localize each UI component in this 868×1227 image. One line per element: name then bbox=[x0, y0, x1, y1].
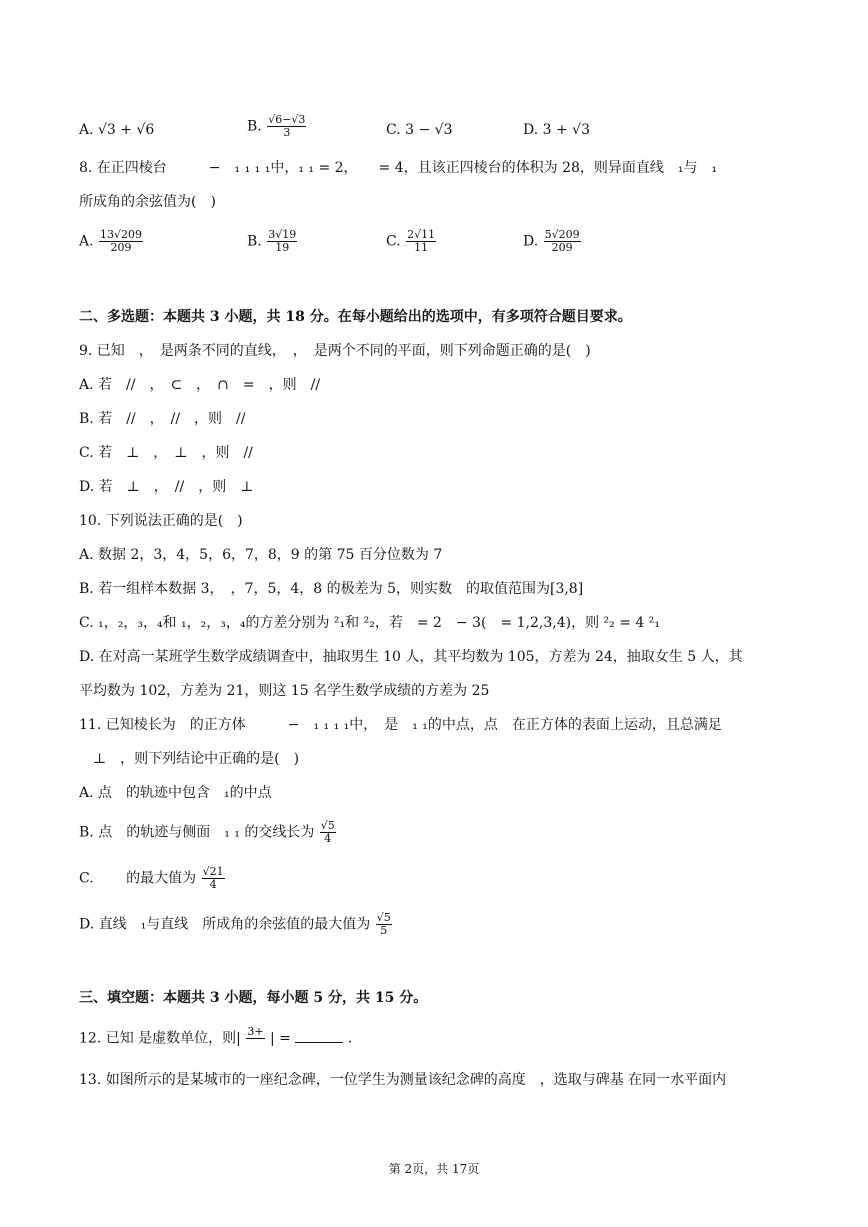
q11-option-b bbox=[79, 820, 337, 845]
q10-option-a: A. 数据 2，3，4，5，6，7，8，9 的第 75 百分位数为 7 bbox=[79, 547, 443, 563]
q10-option-c-part4: ²₂ = 4 ²₁ bbox=[603, 615, 660, 631]
fraction-denominator: 4 bbox=[324, 832, 332, 845]
q8-option-c-fraction bbox=[406, 229, 436, 254]
q8-option-b-label: B. bbox=[247, 233, 262, 250]
q8-option-c bbox=[386, 229, 437, 254]
fraction-numerator: √5 bbox=[320, 819, 335, 832]
fraction-numerator: 5√209 bbox=[544, 228, 580, 241]
q8-option-a-label: A. bbox=[79, 233, 94, 250]
q10-option-c bbox=[79, 613, 660, 633]
fraction-denominator: 209 bbox=[110, 241, 132, 254]
q8-stem-line2: 所成角的余弦值为( ) bbox=[79, 194, 216, 210]
q11-option-d bbox=[79, 912, 393, 937]
q8-option-b bbox=[247, 229, 298, 254]
fraction-denominator: 5 bbox=[380, 924, 388, 937]
q11-stem-line2: ⊥ ，则下列结论中正确的是( ) bbox=[79, 751, 300, 767]
q7-option-d: D. 3 + √3 bbox=[523, 122, 590, 138]
q10-option-c-part2: ²₁和 bbox=[333, 615, 360, 631]
q8-option-a bbox=[79, 229, 144, 254]
fraction-denominator: 11 bbox=[414, 241, 429, 254]
section-heading-fill-in: 三、填空题：本题共 3 小题，每小题 5 分，共 15 分。 bbox=[79, 990, 428, 1006]
fraction-numerator: 13√209 bbox=[100, 228, 143, 241]
q9-option-d: D. 若 ⊥ ， // ，则 ⊥ bbox=[79, 479, 254, 495]
q12-period: . bbox=[347, 1030, 353, 1047]
q8-option-d-label: D. bbox=[523, 233, 539, 250]
q7-option-b bbox=[247, 114, 307, 139]
q11-option-d-fraction bbox=[376, 912, 392, 937]
q7-option-a: A. √3 + √6 bbox=[79, 122, 155, 138]
fraction-numerator: 2√11 bbox=[407, 228, 436, 241]
q9-option-b: B. 若 // ， // ，则 // bbox=[79, 411, 246, 427]
q8-option-d bbox=[523, 229, 582, 254]
q10-option-c-part3: ²₂，若 = 2 − 3( = 1,2,3,4)，则 bbox=[363, 615, 600, 631]
q10-stem: 10. 下列说法正确的是( ) bbox=[79, 513, 243, 529]
q12-abs-close: | = bbox=[270, 1030, 291, 1047]
q11-option-b-text: B. 点 的轨迹与侧面 ₁ ₁ 的交线长为 bbox=[79, 824, 315, 841]
fraction-numerator: 3+ bbox=[247, 1025, 264, 1038]
fraction-numerator: √6−√3 bbox=[268, 113, 306, 126]
q11-stem-line1: 11. 已知棱长为 的正方体 − ₁ ₁ ₁ ₁中， 是 ₁ ₁的中点，点 在正方体的表面上运动，且总满足 bbox=[79, 717, 722, 733]
q12-text: 12. 已知 是虚数单位，则| bbox=[79, 1030, 241, 1047]
fraction-numerator: √21 bbox=[202, 865, 224, 878]
q7-option-b-label: B. bbox=[247, 118, 262, 135]
q8-option-b-fraction bbox=[267, 229, 297, 254]
q10-option-d-line1: D. 在对高一某班学生数学成绩调查中，抽取男生 10 人，其平均数为 105，方差为 24，抽取女生 5 人，其 bbox=[79, 649, 743, 665]
q11-option-c-text: C. 的最大值为 bbox=[79, 870, 197, 887]
q13-stem: 13. 如图所示的是某城市的一座纪念碑，一位学生为测量该纪念碑的高度 ，选取与碑基 在同一水平面内 bbox=[79, 1072, 727, 1088]
q11-option-c bbox=[79, 866, 226, 891]
q11-option-d-text: D. 直线 ₁与直线 所成角的余弦值的最大值为 bbox=[79, 916, 371, 933]
q10-option-c-part1: C. ₁，₂，₃，₄和 ₁，₂，₃，₄的方差分别为 bbox=[79, 615, 330, 631]
fraction-denominator: 3 bbox=[283, 126, 291, 139]
page-footer: 第 2页，共 17页 bbox=[388, 1162, 480, 1176]
q10-option-b: B. 若一组样本数据 3， ，7，5，4，8 的极差为 5，则实数 的取值范围为[3,8] bbox=[79, 581, 584, 597]
q12-fraction bbox=[246, 1026, 264, 1051]
q8-option-d-fraction bbox=[544, 229, 581, 254]
fraction-denominator: 4 bbox=[209, 878, 217, 891]
q11-option-c-fraction bbox=[202, 866, 225, 891]
q8-stem-line1: 8. 在正四棱台 − ₁ ₁ ₁ ₁中，₁ ₁ = 2， = 4，且该正四棱台的体积为 28，则异面直线 ₁与 ₁ bbox=[79, 160, 718, 176]
q9-option-a: A. 若 // ， ⊂ ， ∩ = ，则 // bbox=[79, 377, 321, 393]
q8-option-c-label: C. bbox=[386, 233, 401, 250]
q12-stem bbox=[79, 1026, 352, 1051]
q9-stem: 9. 已知 ， 是两条不同的直线， ， 是两个不同的平面，则下列命题正确的是( ) bbox=[79, 343, 591, 359]
fraction-numerator: √5 bbox=[376, 911, 391, 924]
section-heading-multiple-choice: 二、多选题：本题共 3 小题，共 18 分。在每小题给出的选项中，有多项符合题目要求。 bbox=[79, 309, 632, 325]
q11-option-b-fraction bbox=[320, 820, 336, 845]
q7-option-c: C. 3 − √3 bbox=[386, 122, 453, 138]
q7-option-b-fraction bbox=[267, 114, 306, 139]
q10-option-d-line2: 平均数为 102，方差为 21，则这 15 名学生数学成绩的方差为 25 bbox=[79, 683, 490, 699]
fraction-denominator: 209 bbox=[551, 241, 573, 254]
fraction-denominator bbox=[246, 1039, 264, 1051]
fraction-numerator: 3√19 bbox=[268, 228, 297, 241]
answer-blank bbox=[295, 1030, 343, 1043]
q11-option-a: A. 点 的轨迹中包含 ₁的中点 bbox=[79, 785, 272, 801]
fraction-denominator: 19 bbox=[275, 241, 290, 254]
q8-option-a-fraction bbox=[99, 229, 143, 254]
q9-option-c: C. 若 ⊥ ， ⊥ ，则 // bbox=[79, 445, 253, 461]
